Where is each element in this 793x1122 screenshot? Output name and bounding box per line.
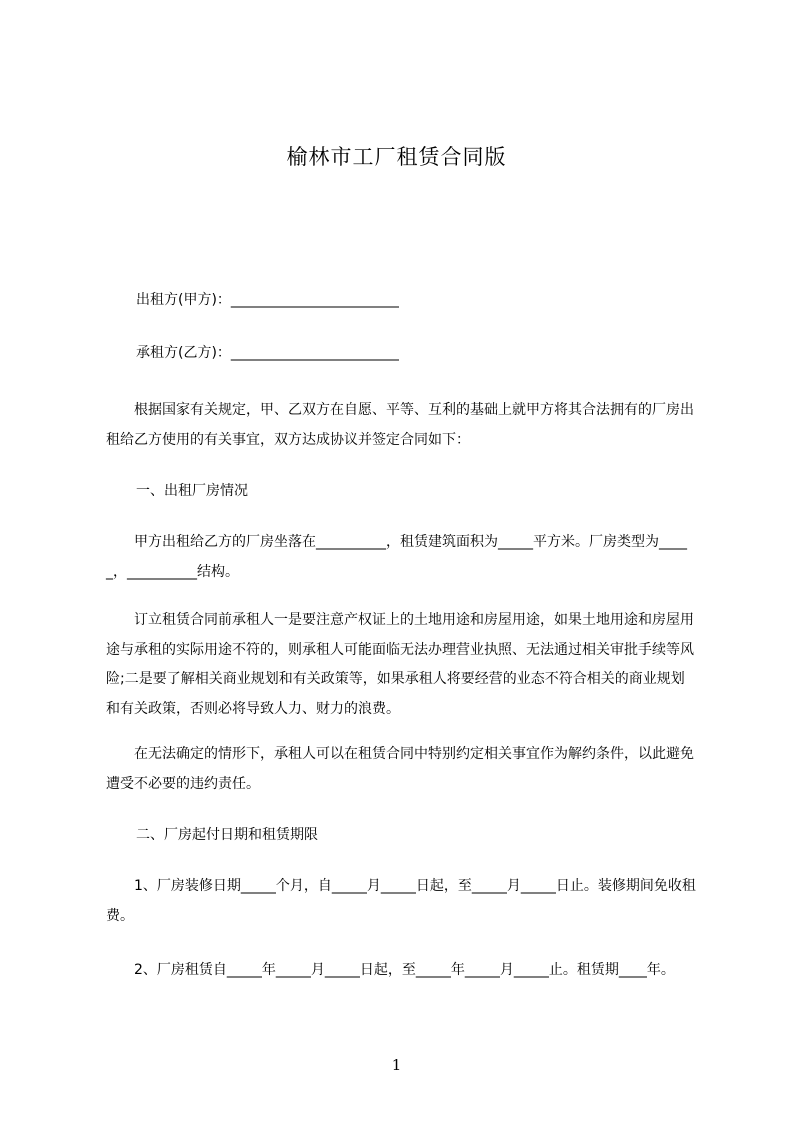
section2-item-lease-term: 2、厂房租赁自_____年_____月_____日起，至_____年_____月_____止。租赁期____年。 [134, 962, 675, 978]
lessor-line: 出租方(甲方)：________________________ [136, 292, 399, 308]
section1-paragraph-precautions: 订立租赁合同前承租人一是要注意产权证上的土地用途和房屋用途，如果土地用途和房屋用途与承租的实际用途不符的，则承租人可能面临无法办理营业执照、无法通过相关审批手续等风险;二是要了解相关商业规划和有关政策等，如果承租人将要经营的业态不符合相关的商业规划和有关政策，否则必将导致人力、财力的浪费。 [106, 612, 694, 717]
section2-heading: 二、厂房起付日期和租赁期限 [136, 827, 318, 843]
section2-item-decoration-period: 1、厂房装修日期_____个月，自_____月_____日起，至_____月_____日止。装修期间免收租费。 [106, 878, 696, 924]
document-title: 榆林市工厂租赁合同版 [286, 145, 507, 169]
lessee-line: 承租方(乙方)：________________________ [136, 345, 399, 361]
page-number: 1 [391, 1056, 402, 1074]
section1-paragraph-termination: 在无法确定的情形下，承租人可以在租赁合同中特别约定相关事宜作为解约条件，以此避免遭受不必要的违约责任。 [106, 746, 694, 792]
section1-paragraph-location: 甲方出租给乙方的厂房坐落在__________，租赁建筑面积为_____平方米。厂房类型为_____，__________结构。 [106, 534, 687, 580]
section1-heading: 一、出租厂房情况 [136, 483, 248, 499]
intro-paragraph: 根据国家有关规定，甲、乙双方在自愿、平等、互利的基础上就甲方将其合法拥有的厂房出租给乙方使用的有关事宜，双方达成协议并签定合同如下： [106, 402, 694, 448]
